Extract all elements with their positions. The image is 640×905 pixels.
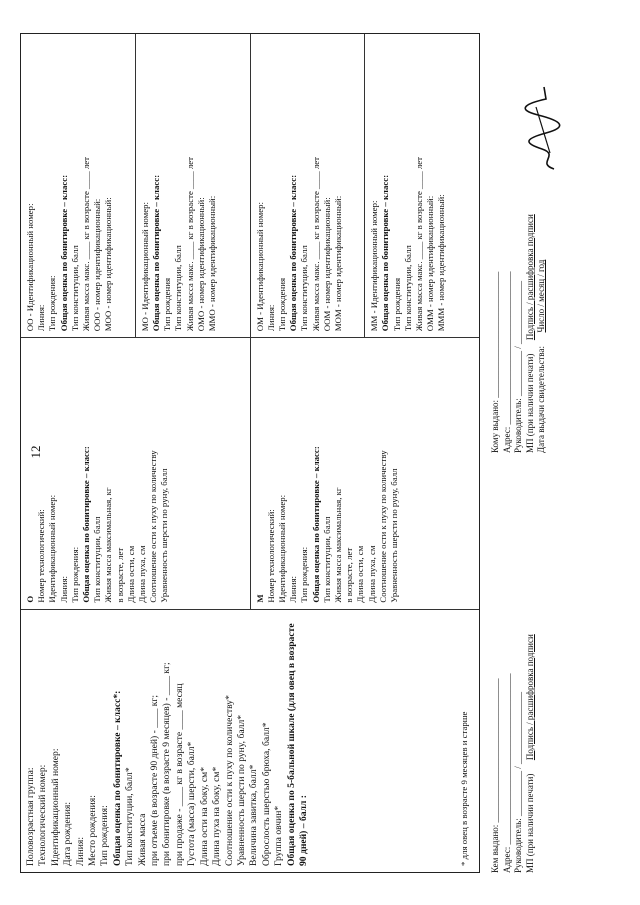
main-line: при продаже - ____ кг в возрасте ____ месяц — [173, 683, 185, 866]
sire-line: Линия: — [288, 575, 299, 603]
dam-line: Номер технологический: — [36, 508, 47, 603]
mo-line: ММО - номер идентификационный: — [206, 195, 217, 331]
sire-line: в возрасте, лет — [344, 547, 355, 603]
mo-line: Живая масса макс. ____ кг в возрасте ____ лет — [184, 156, 195, 331]
dam-line: Тип конституции, балл — [92, 516, 103, 603]
om-line: МОМ - номер идентификационный: — [332, 195, 343, 331]
issuer-address: Адрес: ______________________________________ — [501, 672, 512, 873]
main-line: Место рождения: — [87, 794, 99, 866]
mm-line: ММ - Идентификационный номер: — [369, 200, 380, 331]
mo-line: ОМО - номер идентификационный: — [195, 196, 206, 331]
main-animal-cell — [21, 609, 479, 871]
grandparent-mo-cell — [136, 33, 251, 336]
om-line: ОМ - Идентификационный номер: — [254, 201, 265, 331]
main-line: Длина ости на боку, см* — [198, 766, 210, 866]
grandparents-column — [21, 33, 479, 336]
main-line: Дата рождения: — [62, 801, 74, 866]
issuer-sign: Подпись / расшифровка подписи — [524, 633, 535, 760]
handwritten-signature — [516, 83, 566, 173]
om-line: Общая оценка по бонитировке – класс: — [288, 174, 299, 331]
main-line: Соотношение ости к пуху по количеству* — [223, 694, 235, 866]
dam-line: Идентификационный номер: — [47, 494, 58, 603]
main-line: Тип конституции, балл* — [124, 766, 136, 866]
main-line: Тип рождения: — [99, 804, 111, 866]
main-line: Живая масса — [136, 813, 148, 866]
sire-line: Тип конституции, балл — [321, 516, 332, 603]
issuer-block — [490, 573, 536, 873]
main-line: Общая оценка по бонитировке – класс*: — [111, 690, 123, 866]
oo-line: Линия: — [36, 304, 47, 331]
main-line: при бонитировке (в возрасте 9 месяцев) - ____ кг; — [161, 661, 173, 866]
recipient-address: Адрес: __________________________________ — [501, 270, 512, 453]
mo-line: Тип рождения — [162, 277, 173, 331]
dam-line: Общая оценка по бонитировке – класс: — [81, 445, 92, 603]
recipient-stamp-row — [525, 153, 537, 453]
main-line: Густота (масса) шерсти, балл* — [186, 741, 198, 866]
mm-line: Тип конституции, балл — [402, 244, 413, 331]
main-animal-column — [21, 608, 479, 871]
sire-line: Общая оценка по бонитировке – класс: — [310, 445, 321, 603]
mm-line: Тип рождения — [391, 277, 402, 331]
main-line: Оброслость шерстью брюха, балл* — [260, 721, 272, 866]
dam-line: Линия: — [58, 575, 69, 603]
recipient-sign: Подпись / расшифровка подписи — [524, 213, 535, 340]
main-line: Идентификационный номер: — [49, 747, 61, 866]
mm-line: ОММ - номер идентификационный: — [425, 195, 436, 331]
main-line: Величина завитка, балл* — [248, 764, 260, 866]
issuer-head: Руководитель: __________ / ________________ — [513, 691, 524, 873]
dam-line: Соотношение ости к пуху по количеству — [148, 449, 159, 603]
issuer-stamp-row — [525, 573, 537, 873]
oo-line: МОО - номер идентификационный: — [103, 196, 114, 331]
main-line: Длина пуха на боку, см* — [211, 766, 223, 866]
dam-line: Тип рождения: — [69, 546, 80, 603]
dam-line: Длина пуха, см — [137, 545, 148, 603]
sire-line: Соотношение ости к пуху по количеству — [377, 449, 388, 603]
recipient-whom: Кому выдано: ____________________________ — [490, 271, 500, 453]
om-line: Тип конституции, балл — [299, 244, 310, 331]
main-line: Группа овчин* — [273, 805, 285, 866]
oo-line: ОО - Идентификационный номер: — [25, 202, 35, 331]
parents-column — [21, 337, 479, 608]
oo-line: Общая оценка по бонитировке – класс: — [58, 174, 69, 331]
om-line: Линия: — [265, 304, 276, 331]
oo-line: Живая масса макс. ____ кг в возрасте ____ лет — [81, 156, 92, 331]
sire-line: Уравненность шерсти по руну, балл — [388, 468, 399, 603]
rotated-sheet — [20, 33, 620, 873]
mm-line: МММ - номер идентификационный: — [436, 193, 447, 331]
sire-line: Длина ости, см — [355, 545, 366, 603]
main-line: Уравненность шерсти по руну, балл* — [235, 714, 247, 866]
issue-date-row — [536, 153, 548, 453]
issuer-stamp: МП (при наличии печати) — [524, 773, 535, 873]
grandparent-om-cell — [251, 33, 366, 336]
recipient-block — [490, 153, 548, 453]
sire-line: Тип рождения: — [299, 546, 310, 603]
main-line: при отъеме (в возрасте 90 дней) - ____ кг; — [149, 694, 161, 866]
mo-line: Общая оценка по бонитировке – класс: — [150, 174, 161, 331]
sire-line: Идентификационный номер: — [276, 494, 287, 603]
main-line: Общая оценка по 5-бальной шкале (для овец в возрасте 90 дней) – балл : — [285, 622, 309, 866]
recipient-stamp: МП (при наличии печати) — [524, 353, 535, 453]
recipient-head: Руководитель: __________ / ______________ — [513, 280, 524, 453]
dam-line: в возрасте, лет — [114, 547, 125, 603]
sire-line: М — [254, 593, 265, 603]
sire-line: Номер технологический: — [265, 508, 276, 603]
om-line: Живая масса макс. ____ кг в возрасте ____ лет — [310, 156, 321, 331]
mm-line: Общая оценка по бонитировке – класс: — [380, 174, 391, 331]
dam-line: О — [25, 595, 35, 603]
issuer-whom: Кем выдано: ________________________________ — [490, 677, 500, 873]
mm-line: Живая масса макс. ____ кг в возрасте ____ лет — [414, 156, 425, 331]
main-line: Технологический номер: — [37, 764, 49, 866]
mo-line: МО - Идентификационный номер: — [139, 201, 150, 331]
sire-line: Живая масса максимальная, кг — [332, 487, 343, 603]
page-number: 12 — [28, 445, 43, 459]
sire-cell — [251, 338, 480, 608]
dam-line: Живая масса максимальная, кг — [103, 487, 114, 603]
om-line: Тип рождения — [276, 277, 287, 331]
sire-line: Длина пуха, см — [366, 545, 377, 603]
mo-line: Тип конституции, балл — [173, 244, 184, 331]
main-line: Половозрастная группа: — [25, 766, 36, 866]
dam-cell — [21, 338, 251, 608]
dam-line: Длина ости, см — [125, 545, 136, 603]
issue-date-value: Число / месяц / год — [536, 259, 547, 332]
om-line: ООМ - номер идентификационный: — [321, 196, 332, 331]
oo-line: Тип конституции, балл — [69, 244, 80, 331]
main-line: Линия: — [74, 836, 86, 866]
oo-line: Тип рождения: — [47, 275, 58, 331]
grandparent-mm-cell — [365, 33, 479, 336]
grandparent-oo-cell — [21, 33, 136, 336]
footnote: * для овец в возрасте 9 месяцев и старше — [459, 711, 469, 866]
pedigree-table — [20, 33, 480, 873]
issue-date-label: Дата выдачи свидетельства: — [536, 345, 547, 453]
dam-line: Уравненность шерсти по руну, балл — [159, 468, 170, 603]
oo-line: ООО - номер идентификационный: — [92, 198, 103, 331]
